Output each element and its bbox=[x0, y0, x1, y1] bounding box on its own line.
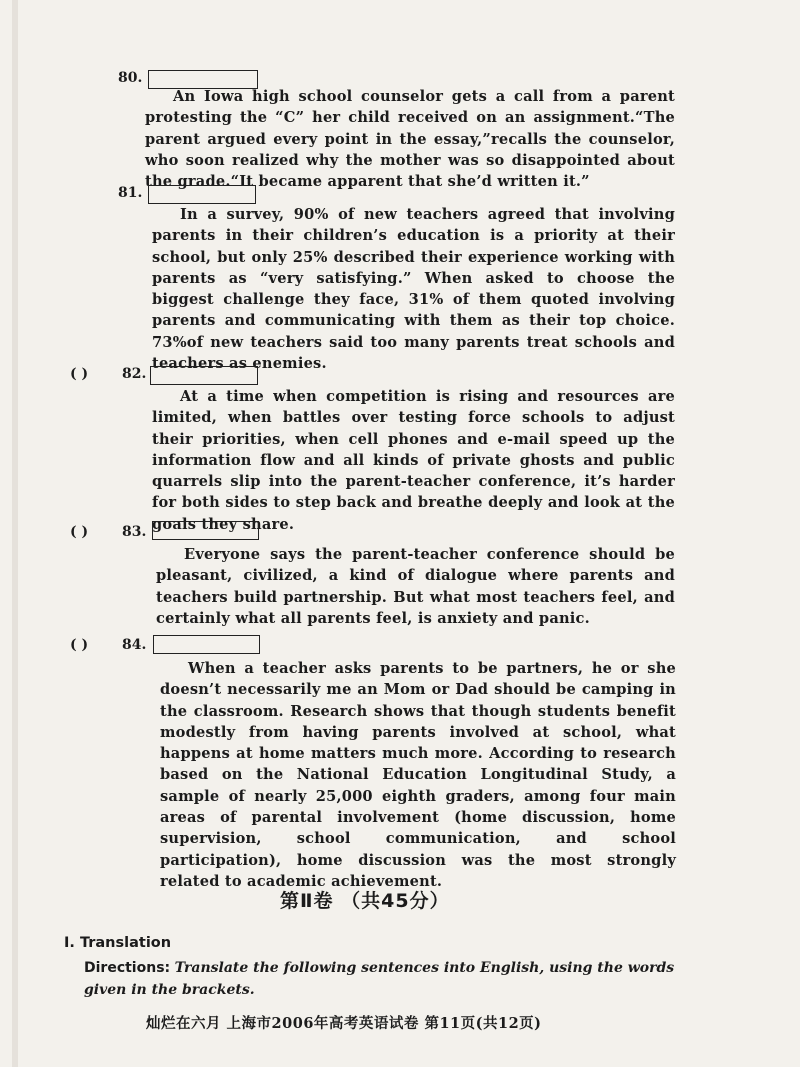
section-heading: Ⅰ. Translation bbox=[64, 935, 172, 951]
question-number-81: 81. bbox=[118, 185, 143, 201]
answer-box-83[interactable] bbox=[152, 521, 259, 540]
directions-text: Translate the following sentences into English, using the words given in the brackets. bbox=[84, 960, 675, 998]
directions-label: Directions: bbox=[84, 960, 171, 976]
question-number-82: 82. bbox=[122, 366, 147, 382]
paragraph-84: When a teacher asks parents to be partners, he or she doesn’t necessarily me an Mom or Dad should be camping in the classroom. Research shows that though students benefit modestly from having parents involved at school, what happens at home matters much more. According to research based on the National Education Longitudinal Study, a sample of nearly 25,000 eighth graders, among four main areas of parental involvement (home discussion, home supervision, school communication, and school participation), home discussion was the most strongly related to academic achievement. bbox=[160, 660, 676, 890]
question-number-83: 83. bbox=[122, 524, 147, 540]
paragraph-80: An Iowa high school counselor gets a call from a parent protesting the “C” her child received on an assignment.“The parent argued every point in the essay,”recalls the counselor, who soon realized why the mother was so disappointed about the grade.“It became apparent that she’d written it.” bbox=[145, 88, 675, 191]
page-footer: 灿烂在六月 上海市2006年高考英语试卷 第11页(共12页) bbox=[146, 1015, 542, 1032]
answer-box-84[interactable] bbox=[153, 635, 260, 654]
paragraph-83: Everyone says the parent-teacher conference should be pleasant, civilized, a kind of dialogue where parents and teachers build partnership. But what most teachers feel, and certainly what all parents feel, is anxiety and panic. bbox=[156, 546, 675, 627]
question-prefix-82: ( ) bbox=[70, 366, 89, 382]
question-prefix-84: ( ) bbox=[70, 637, 89, 653]
section-title: 第Ⅱ卷 （共45分） bbox=[280, 890, 450, 912]
answer-box-82[interactable] bbox=[150, 366, 258, 385]
answer-box-81[interactable] bbox=[148, 185, 256, 204]
question-number-80: 80. bbox=[118, 70, 143, 86]
paragraph-82: At a time when competition is rising and resources are limited, when battles over testing force schools to adjust their priorities, when cell phones and e-mail speed up the information flow and all kinds of private ghosts and public quarrels slip into the parent-teacher conference, it’s harder for both sides to step back and breathe deeply and look at the goals they share. bbox=[152, 388, 675, 533]
paragraph-81: In a survey, 90% of new teachers agreed that involving parents in their children’s education is a priority at their school, but only 25% described their experience working with parents as “very satisfying.” When asked to choose the biggest challenge they face, 31% of them quoted involving parents and communicating with them as their top choice. 73%of new teachers said too many parents treat schools and teachers as enemies. bbox=[152, 206, 675, 373]
directions bbox=[84, 957, 684, 1001]
question-prefix-83: ( ) bbox=[70, 524, 89, 540]
scan-edge bbox=[12, 0, 18, 1067]
question-number-84: 84. bbox=[122, 637, 147, 653]
